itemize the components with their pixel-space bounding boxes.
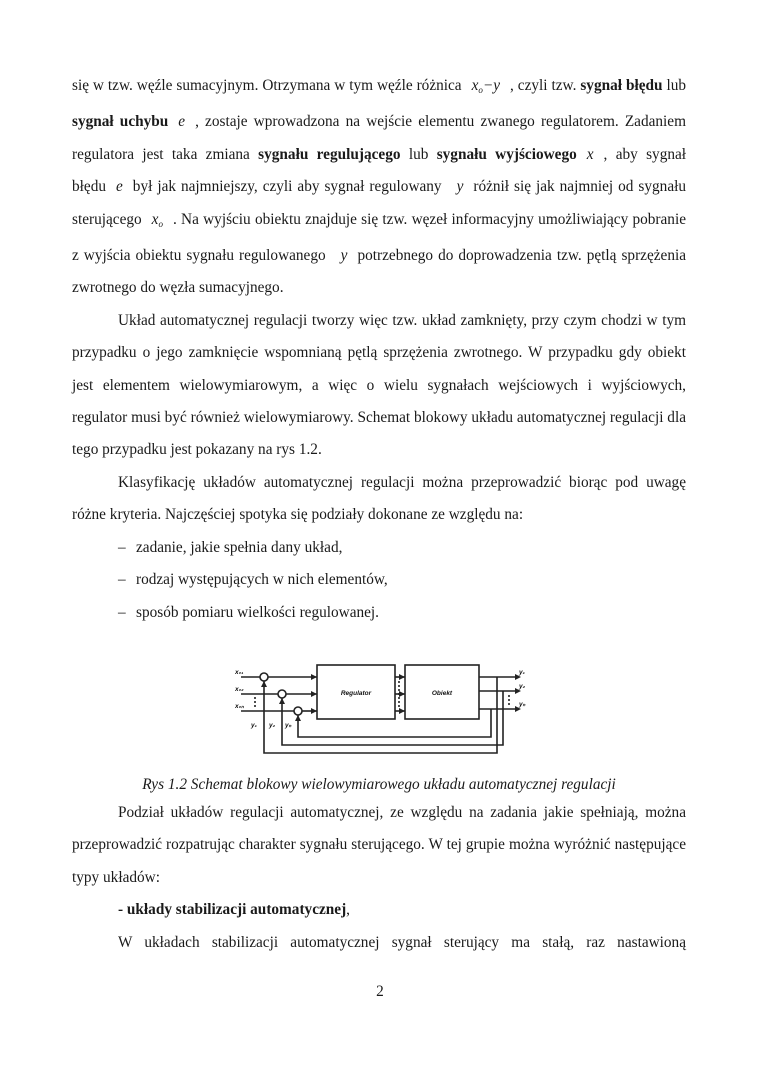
- math-e: e: [116, 178, 123, 196]
- term-bold: sygnału regulującego: [258, 145, 401, 163]
- list-item: – zadanie, jakie spełnia dany układ,: [118, 532, 686, 564]
- classification-list: [72, 532, 686, 629]
- regulator-label: Regulator: [340, 690, 372, 697]
- term-bold: sygnał błędu: [580, 77, 663, 94]
- list-item: – sposób pomiaru wielkości regulowanej.: [118, 597, 686, 629]
- output-label: y₁: [519, 669, 525, 676]
- text-segment: , czyli tzw.: [510, 77, 577, 94]
- feedback-label: y₂: [269, 722, 276, 729]
- sum-node-icon: [278, 690, 286, 698]
- math-xo: $x_o$: [151, 210, 163, 229]
- paragraph-division: Podział układów regulacji automatycznej, ze względu na zadania jakie spełniają, można przeprowadzić rozpatrując charakter sygnału sterującego. W tej grupie można wyróżnić następujące typy układów:: [72, 804, 686, 886]
- term-bold: sygnał uchybu: [72, 113, 169, 131]
- output-label: yₙ: [519, 701, 526, 708]
- text-segment: , zostaje wprowadzona na wejście elementu zwanego regulatorem. Zadaniem regulatora jest taka zmiana: [72, 113, 686, 163]
- sum-node-icon: [260, 673, 268, 681]
- object-label: Obiekt: [431, 690, 453, 697]
- text-segment: , aby sygnał błędu: [72, 145, 687, 196]
- heading-stabilization: - układy stabilizacji automatycznej,: [118, 901, 350, 919]
- text-segment: potrzebnego do doprowadzenia tzw. pętlą sprzężenia zwrotnego do węzła sumacyjnego.: [72, 247, 687, 297]
- math-xo-minus-y: $x_o-y$: [471, 77, 501, 95]
- feedback-label: yₙ: [285, 722, 292, 729]
- text-segment: lub: [666, 77, 687, 94]
- list-item: – rodzaj występujących w nich elementów,: [118, 564, 686, 596]
- input-label: x₀₂: [235, 686, 244, 693]
- output-label: y₂: [519, 683, 526, 690]
- math-y: y: [340, 247, 348, 265]
- text-segment: lub: [408, 145, 429, 163]
- paragraph-stabilization: W układach stabilizacji automatycznej sygnał sterujący ma stałą, raz nastawioną: [118, 933, 686, 951]
- term-bold: sygnału wyjściowego: [436, 145, 577, 163]
- input-label: x₀₁: [235, 669, 244, 676]
- figure-caption: Rys 1.2 Schemat blokowy wielowymiarowego układu automatycznej regulacji: [142, 776, 616, 793]
- paragraph-signals: [72, 70, 686, 305]
- block-diagram-figure: [235, 657, 527, 758]
- text-block-top: [72, 70, 686, 629]
- dash-icon: –: [118, 603, 126, 621]
- feedback-label: y₁: [251, 722, 257, 729]
- paragraph-classification: Klasyfikację układów automatycznej regulacji można przeprowadzić biorąc pod uwagę różne kryteria. Najczęściej spotyka się podziały dokonane ze względu na:: [72, 473, 686, 524]
- input-label: x₀ₙ: [235, 703, 244, 710]
- text-segment: się w tzw. węźle sumacyjnym. Otrzymana w tym węźle różnica: [72, 77, 462, 94]
- sum-node-icon: [294, 707, 302, 715]
- math-y: y: [456, 178, 464, 196]
- text-segment: był jak najmniejszy, czyli aby sygnał regulowany: [132, 178, 442, 196]
- text-block-bottom: [72, 797, 686, 959]
- text-segment: . Na wyjściu obiektu znajduje się tzw. węzeł informacyjny umożliwiający pobranie z wyjścia obiektu sygnału regulowanego: [72, 210, 686, 265]
- math-e: e: [178, 113, 186, 131]
- math-x: x: [586, 145, 594, 163]
- page-number: 2: [376, 983, 384, 1000]
- text-segment: różnił się jak najmniej od sygnału sterującego: [72, 178, 687, 228]
- paragraph-closed-loop: Układ automatycznej regulacji tworzy więc tzw. układ zamknięty, przy czym chodzi w tym przypadku o jego zamknięcie wspomnianą pętlą sprzężenia zwrotnego. W przypadku gdy obiekt jest elementem wielowymiarowym, a więc o wielu sygnałach wejściowych i wyjściowych, regulator musi być również wielowymiarowy. Schemat blokowy układu automatycznej regulacji dla tego przypadku jest pokazany na rys 1.2.: [72, 311, 686, 459]
- dash-icon: –: [118, 571, 126, 589]
- dash-icon: –: [118, 538, 126, 556]
